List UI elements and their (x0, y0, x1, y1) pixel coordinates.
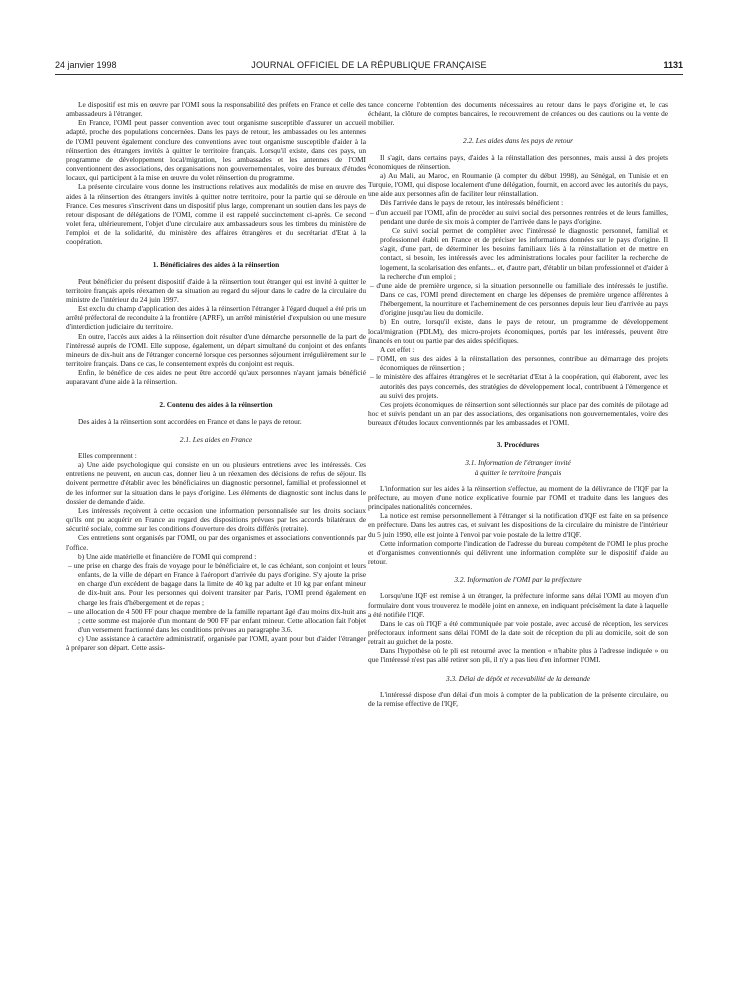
paragraph: tance concerne l'obtention des documents nécessaires au retour dans le pays d'origine et, le cas échéant, la clôture de comptes bancaires, le recouvrement de créances ou des cautions ou la vente de mobilier. (368, 100, 668, 128)
paragraph: Dans l'hypothèse où le pli est retourné avec la mention « n'habite plus à l'adresse indiquée » ou que l'intéressé n'est pas allé retirer son pli, il n'y a pas lieu d'en informer l'OMI. (368, 646, 668, 665)
paragraph: Le dispositif est mis en œuvre par l'OMI sous la responsabilité des préfets en France et celle des ambassadeurs à l'étranger. (66, 100, 366, 119)
paragraph: En outre, l'accès aux aides à la réinsertion doit résulter d'une démarche personnelle de la part de l'intéressé auprès de l'OMI. Elle suppose, également, un départ simultané du conjoint et des enfants mineurs de dix-huit ans de l'étranger concerné lorsque ces personnes séjournent irrégulièrement sur le territoire français. Dans ce cas, le consentement exprès du conjoint est requis. (66, 331, 366, 369)
issue-date: 24 janvier 1998 (55, 60, 117, 70)
paragraph: a) Au Mali, au Maroc, en Roumanie (à compter du début 1998), au Sénégal, en Tunisie et en Turquie, l'OMI, qui dispose localement d'une délégation, fournit, en accord avec les autorités du pays, une aide aux personnes afin de faciliter leur réinstallation. (368, 170, 668, 199)
paragraph: c) Une assistance à caractère administratif, organisée par l'OMI, ayant pour but d'aider l'étranger à préparer son départ. Cette assis- (66, 634, 366, 653)
paragraph: Ces projets économiques de réinsertion sont sélectionnés sur place par des comités de pilotage ad hoc et suivis pendant un an par des associations, des organisations non gouvernementales, voire des bureaux d'études locaux conventionnés par les ambassades et l'OMI. (368, 399, 668, 428)
paragraph: La présente circulaire vous donne les instructions relatives aux modalités de mise en œuvre des aides à la réinsertion des étrangers invités à quitter notre territoire, pour la partie qui se déroule en France. Ces mesures s'inscrivent dans un dispositif plus large, comprenant un soutien dans les pays de retour disposant de délégations de l'OMI, comme il est rappelé succinctement ci-après. Ce second volet fera, ultérieurement, l'objet d'une circulaire aux ambassadeurs sous les timbres du ministère de l'emploi et de la solidarité, du ministère des affaires étrangères et du secrétariat d'Etat à la coopération. (66, 182, 366, 247)
paragraph: Cette information comporte l'indication de l'adresse du bureau compétent de l'OMI le plus proche et d'organismes conventionnés qui délivrent une information complète sur le dispositif d'aide au retour. (368, 538, 668, 567)
subsection-heading: 3.1. Information de l'étranger invité (465, 458, 571, 468)
section-heading: 2. Contenu des aides à la réinsertion (159, 399, 273, 409)
subsection-heading: 2.1. Les aides en France (179, 434, 253, 444)
paragraph: Enfin, le bénéfice de ces aides ne peut être accordé qu'aux personnes n'ayant jamais bénéficié auparavant d'une aide à la réinsertion. (66, 368, 366, 387)
paragraph: L'intéressé dispose d'un délai d'un mois à compter de la publication de la présente circulaire, ou de la remise effective de l'IQF, (368, 689, 668, 708)
subsection-heading: 3.2. Information de l'OMI par la préfecture (454, 575, 582, 585)
paragraph: a) Une aide psychologique qui consiste en un ou plusieurs entretiens avec les intéressés. Ces entretiens ne peuvent, en aucun cas, donner lieu à un réexamen des décisions de refus de séjour. Ils doivent permettre d'établir avec les bénéficiaires un diagnostic personnel, familial et professionnel et de les informer sur la situation dans le pays d'origine. Les éléments de diagnostic sont inclus dans le dossier de demande d'aide. (66, 460, 366, 506)
list-item: – d'un accueil par l'OMI, afin de procéder au suivi social des personnes rentrées et de leurs familles, pendant une durée de six mois à compter de l'arrivée dans le pays d'origine. (370, 207, 668, 226)
paragraph: Dès l'arrivée dans le pays de retour, les intéressés bénéficient : (380, 198, 564, 208)
list-item: – l'OMI, en sus des aides à la réinstallation des personnes, contribue au démarrage des projets économiques de réinsertion ; (370, 354, 668, 373)
page-number: 1131 (663, 60, 683, 70)
paragraph: L'information sur les aides à la réinsertion s'effectue, au moment de la délivrance de l'IQF par la préfecture, au moyen d'une notice explicative fournie par l'OMI et traduite dans les langues des principales nationalités concernées. (368, 483, 668, 512)
header-rule (55, 74, 683, 75)
subsection-heading-cont: à quitter le territoire français (474, 467, 562, 477)
paragraph: Ce suivi social permet de compléter avec l'intéressé le diagnostic personnel, familial et professionnel établi en France et de préciser les informations données sur le pays d'origine. Il s'agit, d'une part, de déterminer les besoins familiaux liés à la réinstallation et de mettre en contact, si besoin, les intéressés avec les administrations locales pour faciliter la recherche de logement, la scolarisation des enfants... et, d'autre part, d'établir un bilan professionnel et d'aider à la recherche d'un emploi ; (380, 225, 668, 281)
paragraph: b) Une aide matérielle et financière de l'OMI qui comprend : (78, 551, 257, 561)
paragraph: Les intéressés reçoivent à cette occasion une information personnalisée sur les droits sociaux qu'ils ont pu acquérir en France au regard des dispositions prévues par les accords bilatéraux de sécurité sociale, comme sur les conditions d'ouverture des droits différés (retraite). (66, 505, 366, 534)
left-column (66, 100, 366, 652)
paragraph: Ces entretiens sont organisés par l'OMI, ou par des organismes et associations conventionnés par l'office. (66, 533, 366, 552)
page-header (55, 60, 683, 74)
list-item: – une prise en charge des frais de voyage pour le bénéficiaire et, le cas échéant, son conjoint et leurs enfants, de la ville de départ en France à l'aéroport d'arrivée du pays d'origine. S'y ajoute la prise en charge d'un excédent de bagage dans la limite de 40 kg par adulte et 10 kg par enfant mineur de dix-huit ans. Pour les personnes qui doivent transiter par Paris, l'OMI prend également en charge les frais d'hébergement et de repas ; (68, 560, 366, 607)
paragraph: b) En outre, lorsqu'il existe, dans le pays de retour, un programme de développement local/migration (PDLM), des micro-projets économiques, portés par les intéressés, peuvent être financés en tout ou partie par des aides spécifiques. (368, 317, 668, 345)
paragraph: Peut bénéficier du présent dispositif d'aide à la réinsertion tout étranger qui est invité à quitter le territoire français après réexamen de sa situation au regard du séjour dans le cadre de la circulaire du ministre de l'intérieur du 24 juin 1997. (66, 276, 366, 304)
paragraph: Elles comprennent : (78, 451, 137, 460)
paragraph: Dans le cas où l'IQF a été communiquée par voie postale, avec accusé de réception, les services préfectoraux informent sans délai l'OMI de la date soit de réception du pli au domicile, soit de son retrait au guichet de la poste. (368, 618, 668, 647)
paragraph: La notice est remise personnellement à l'étranger si la notification d'IQF est faite en sa présence en préfecture. Dans les autres cas, et suivant les dispositions de la circulaire du ministre de l'intérieur du 5 juin 1990, elle est jointe à l'envoi par voie postale de la lettre d'IQF. (368, 511, 668, 539)
subsection-heading: 2.2. Les aides dans les pays de retour (462, 136, 574, 146)
list-item: – d'une aide de première urgence, si la situation personnelle ou familiale des intéressés le justifie. Dans ce cas, l'OMI prend directement en charge les dépenses de première urgence afférentes à l'hébergement, la nourriture et l'acheminement de ces personnes depuis leur lieu d'arrivée au pays d'origine jusqu'au lieu du domicile. (370, 280, 668, 318)
section-heading: 3. Procédures (496, 440, 540, 450)
list-item: – le ministère des affaires étrangères et le secrétariat d'Etat à la coopération, qui élaborent, avec les autorités des pays concernés, des stratégies de développement local, contribuent à l'émergence et au suivi des projets. (370, 372, 668, 400)
right-column (368, 100, 668, 708)
paragraph: A cet effet : (380, 344, 415, 354)
paragraph: Des aides à la réinsertion sont accordées en France et dans le pays de retour. (78, 416, 302, 426)
section-heading: 1. Bénéficiaires des aides à la réinsertion (152, 259, 280, 269)
subsection-heading: 3.3. Délai de dépôt et recevabilité de la demande (445, 673, 591, 683)
paragraph: Il s'agit, dans certains pays, d'aides à la réinstallation des personnes, mais aussi à des projets économiques de réinsertion. (368, 152, 668, 171)
paragraph: Lorsqu'une IQF est remise à un étranger, la préfecture informe sans délai l'OMI au moyen d'un formulaire dont vous trouverez le modèle joint en annexe, en indiquant précisément la date à laquelle a été notifiée l'IQF. (368, 591, 668, 619)
paragraph: Est exclu du champ d'application des aides à la réinsertion l'étranger à l'égard duquel a été pris un arrêté préfectoral de reconduite à la frontière (APRF), un arrêté ministériel d'expulsion ou une mesure d'interdiction judiciaire du territoire. (66, 304, 366, 332)
journal-title: JOURNAL OFFICIEL DE LA RÉPUBLIQUE FRANÇAISE (251, 60, 487, 70)
list-item: – une allocation de 4 500 FF pour chaque membre de la famille repartant âgé d'au moins dix-huit ans ; cette somme est majorée d'un montant de 900 FF par enfant mineur. Cette allocation fait l'objet d'un versement fractionné dans les conditions prévues au paragraphe 3.6. (68, 606, 366, 634)
paragraph: En France, l'OMI peut passer convention avec tout organisme susceptible d'assurer un accueil adapté, proche des populations concernées. Dans les pays de retour, les ambassades ou les antennes de l'OMI peuvent également conclure des conventions avec tout organisme susceptible d'aider à la réinsertion des étrangers invités à quitter le territoire français. Lorsqu'il existe, dans ces pays, un programme de développement local/migration, les ambassades et les antennes de l'OMI conventionnent des associations, des organisations non gouvernementales, voire des bureaux d'études locaux, qui participent à la mise en œuvre du volet réinsertion du programme. (66, 118, 366, 183)
